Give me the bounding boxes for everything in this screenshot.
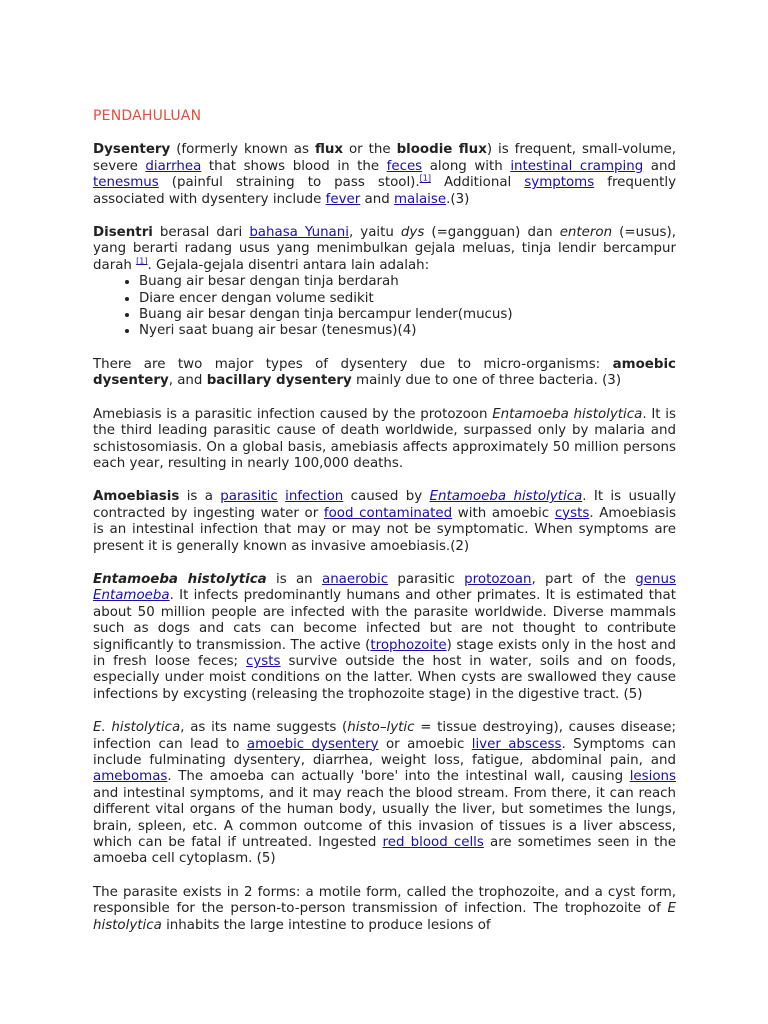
link-cysts[interactable]: cysts [554, 505, 590, 521]
paragraph-types: There are two major types of dysentery due to micro-organisms: amoebic dysentery, and bacillary dysentery mainly due to one of three bacteria. (3) [93, 356, 676, 389]
link-fever[interactable]: fever [325, 191, 361, 207]
link-entamoeba[interactable]: Entamoeba [93, 588, 170, 604]
link-anaerobic[interactable]: anaerobic [321, 571, 389, 587]
link-diarrhea[interactable]: diarrhea [145, 158, 202, 174]
link-protozoan[interactable]: protozoan [464, 571, 532, 587]
link-amebomas[interactable]: amebomas [93, 769, 168, 785]
link-intestinal-cramping[interactable]: intestinal cramping [510, 158, 644, 174]
link-liver-abscess[interactable]: liver abscess [471, 736, 562, 752]
list-item: • Diare encer dengan volume sedikit [139, 291, 676, 307]
paragraph-disentri: Disentri berasal dari bahasa Yunani, yaitu dys (=gangguan) dan enteron (=usus), yang berarti radang usus yang menimbulkan gejala meluas, tinja lendir bercampur darah [1]. Gejala-gejala disentri antara lain adalah: [93, 225, 676, 273]
link-food-contaminated[interactable]: food contaminated [323, 505, 453, 521]
document-page [93, 108, 676, 951]
link-symptoms[interactable]: symptoms [524, 175, 595, 191]
link-feces[interactable]: feces [386, 158, 423, 174]
link-malaise[interactable]: malaise [393, 191, 447, 207]
link-amoebic-dysentery[interactable]: amoebic dysentery [246, 736, 379, 752]
citation-link[interactable]: [1] [419, 173, 432, 183]
link-parasitic[interactable]: parasitic [220, 489, 278, 505]
link-tenesmus[interactable]: tenesmus [93, 175, 159, 191]
link-lesions[interactable]: lesions [629, 769, 676, 785]
citation-link[interactable]: [1] [136, 256, 148, 266]
symptom-list [93, 274, 676, 340]
link-red-blood-cells[interactable]: red blood cells [382, 835, 484, 851]
link-bahasa-yunani[interactable]: bahasa Yunani [249, 225, 349, 241]
paragraph-histolytica: E. histolytica, as its name suggests (histo–lytic = tissue destroying), causes disease; infection can lead to amoebic dysentery or amoebic liver abscess. Symptoms can include fulminating dysentery, diarrhea, weight loss, fatigue, abdominal pain, and amebomas. The amoeba can actually 'bore' into the intestinal wall, causing lesions and intestinal symptoms, and it may reach the blood stream. From there, it can reach different vital organs of the human body, usually the liver, but sometimes the lungs, brain, spleen, etc. A common outcome of this invasion of tissues is a liver abscess, which can be fatal if untreated. Ingested red blood cells are sometimes seen in the amoeba cell cytoplasm. (5) [93, 720, 676, 867]
paragraph-parasite-forms: The parasite exists in 2 forms: a motile form, called the trophozoite, and a cyst form, responsible for the person-to-person transmission of infection. The trophozoite of E histolytica inhabits the large intestine to produce lesions of [93, 884, 676, 933]
link-genus[interactable]: genus [635, 571, 676, 587]
list-item: • Buang air besar dengan tinja berdarah [139, 274, 676, 290]
link-infection[interactable]: infection [285, 489, 344, 505]
paragraph-amoebiasis: Amoebiasis is a parasitic infection caused by Entamoeba histolytica. It is usually contracted by ingesting water or food contaminated with amoebic cysts. Amoebiasis is an intestinal infection that may or may not be symptomatic. When symptoms are present it is generally known as invasive amoebiasis.(2) [93, 489, 676, 554]
paragraph-entamoeba: Entamoeba histolytica is an anaerobic parasitic protozoan, part of the genus Entamoeba. It infects predominantly humans and other primates. It is estimated that about 50 million people are infected with the parasite worldwide. Diverse mammals such as dogs and cats can become infected but are not thought to contribute significantly to transmission. The active (trophozoite) stage exists only in the host and in fresh loose feces; cysts survive outside the host in water, soils and on foods, especially under moist conditions on the latter. When cysts are swallowed they cause infections by excysting (releasing the trophozoite stage) in the digestive tract. (5) [93, 571, 676, 702]
paragraph-dysentery: Dysentery (formerly known as flux or the bloodie flux) is frequent, small-volume, severe diarrhea that shows blood in the feces along with intestinal cramping and tenesmus (painful straining to pass stool).[1] Additional symptoms frequently associated with dysentery include fever and malaise.(3) [93, 142, 677, 207]
section-title: PENDAHULUAN [93, 108, 202, 124]
link-trophozoite[interactable]: trophozoite [370, 637, 447, 653]
link-cysts-2[interactable]: cysts [246, 653, 281, 669]
list-item: • Buang air besar dengan tinja bercampur lender(mucus) [139, 307, 676, 323]
list-item: • Nyeri saat buang air besar (tenesmus)(4) [139, 323, 676, 339]
paragraph-amebiasis: Amebiasis is a parasitic infection caused by the protozoon Entamoeba histolytica. It is the third leading parasitic cause of death worldwide, surpassed only by malaria and schistosomiasis. On a global basis, amebiasis affects approximately 50 million persons each year, resulting in nearly 100,000 deaths. [93, 406, 676, 471]
link-entamoeba-histolytica[interactable]: Entamoeba histolytica [429, 489, 583, 505]
